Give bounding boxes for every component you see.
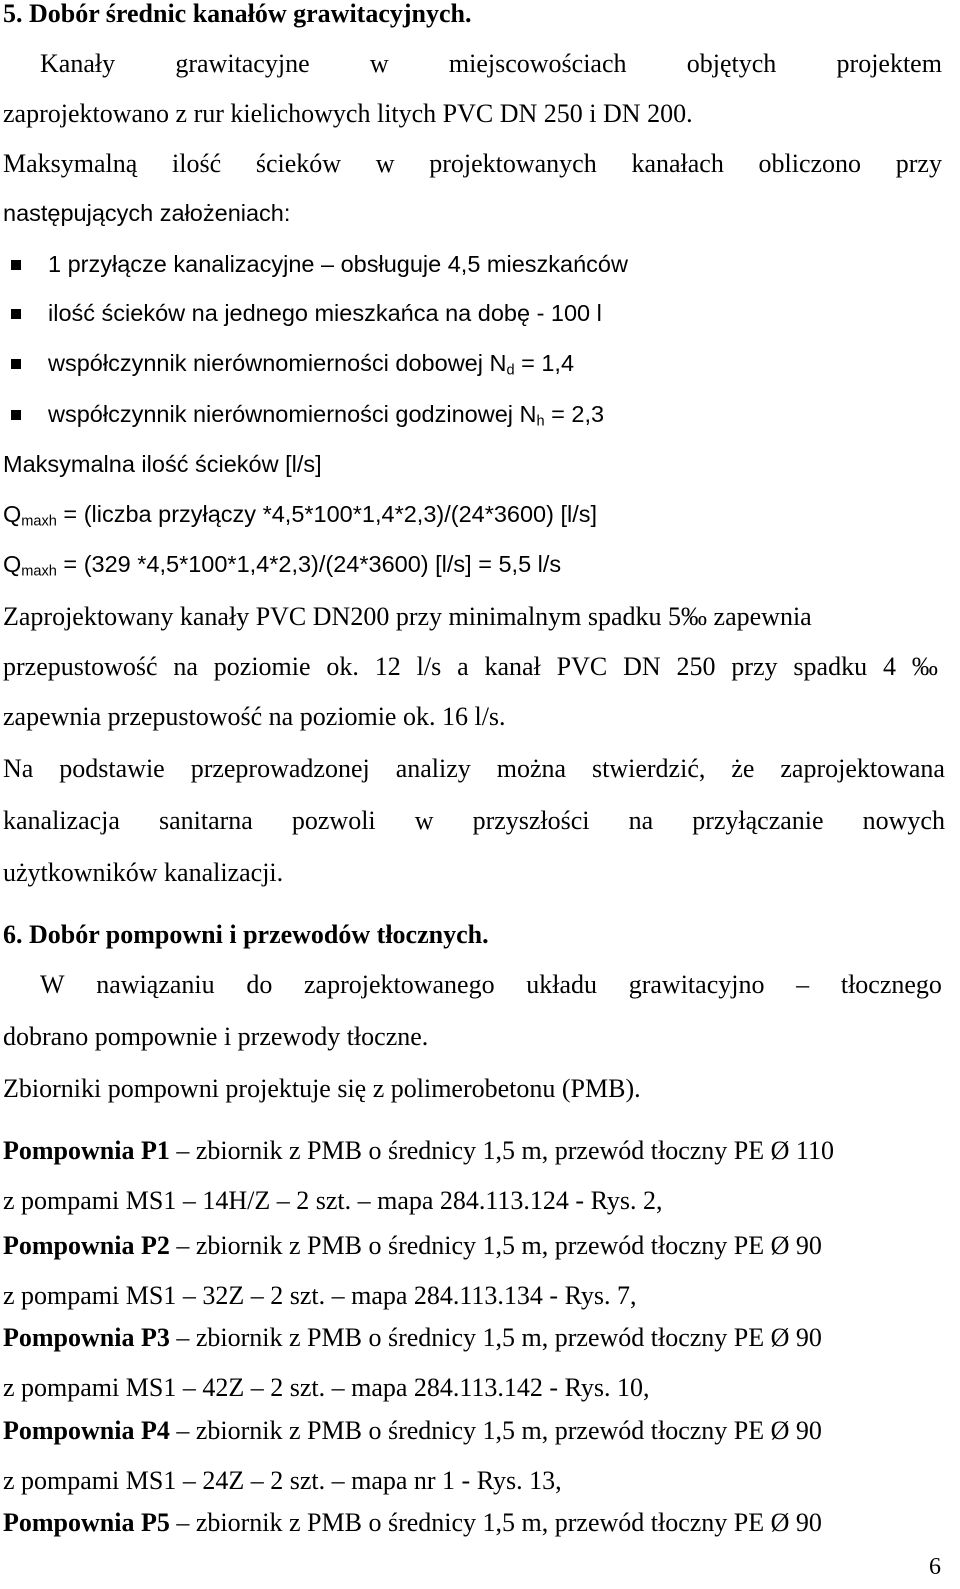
section5-para3-line3: zapewnia przepustowość na poziomie ok. 16 l/s.	[3, 702, 506, 731]
word: zaprojektowana	[780, 754, 945, 783]
text: = 2,3	[544, 401, 605, 427]
station-desc: – zbiornik z PMB o średnicy 1,5 m, przewód tłoczny PE Ø 90	[169, 1323, 822, 1352]
word: DN	[623, 652, 661, 681]
word: projektowanych	[429, 149, 597, 178]
word: grawitacyjno	[628, 970, 765, 999]
word: w	[369, 49, 389, 78]
word: na	[628, 806, 654, 835]
section6-heading: 6. Dobór pompowni i przewodów tłocznych.	[3, 920, 489, 949]
word: przyszłości	[472, 806, 590, 835]
square-bullet-icon	[11, 359, 21, 369]
word: nawiązaniu	[96, 970, 215, 999]
word: na	[173, 652, 198, 681]
word: objętych	[686, 49, 777, 78]
word: l/s	[416, 652, 442, 681]
square-bullet-icon	[11, 260, 21, 270]
word: przy	[731, 652, 778, 681]
station-p1-pumps: z pompami MS1 – 14H/Z – 2 szt. – mapa 284.113.124 - Rys. 2,	[3, 1186, 663, 1215]
text: = (liczba przyłączy *4,5*100*1,4*2,3)/(24*3600) [l/s]	[56, 501, 598, 527]
station-name: Pompownia P1	[3, 1136, 170, 1165]
station-desc: – zbiornik z PMB o średnicy 1,5 m, przewód tłoczny PE Ø 90	[169, 1508, 822, 1537]
word: przy	[895, 149, 942, 178]
station-desc: – zbiornik z PMB o średnicy 1,5 m, przewód tłoczny PE Ø 90	[169, 1231, 822, 1260]
section5-para4-line2	[3, 808, 945, 834]
station-p2	[3, 1233, 822, 1259]
word: projektem	[836, 49, 942, 78]
word: pozwoli	[291, 806, 376, 835]
word: W	[40, 970, 65, 999]
word: w	[375, 149, 395, 178]
word: spadku	[793, 652, 868, 681]
section5-para2-line1	[3, 151, 942, 177]
word: Na	[3, 754, 34, 783]
word: do	[246, 970, 273, 999]
section5-para4-line1	[3, 756, 945, 782]
station-p2-pumps: z pompami MS1 – 32Z – 2 szt. – mapa 284.113.134 - Rys. 7,	[3, 1281, 637, 1310]
word: w	[414, 806, 434, 835]
word: kanał	[484, 652, 541, 681]
word: ścieków	[255, 149, 342, 178]
word: sanitarna	[158, 806, 253, 835]
word: a	[457, 652, 469, 681]
word: –	[796, 970, 810, 999]
section5-para1-line2: zaprojektowano z rur kielichowych litych PVC DN 250 i DN 200.	[3, 99, 693, 128]
word: grawitacyjne	[175, 49, 310, 78]
word: można	[496, 754, 567, 783]
word: przeprowadzonej	[190, 754, 370, 783]
bullet-item-hourly-coefficient	[48, 403, 604, 429]
station-p4-pumps: z pompami MS1 – 24Z – 2 szt. – mapa nr 1 - Rys. 13,	[3, 1466, 562, 1495]
word: ‰	[911, 652, 938, 681]
section5-para3-line1: Zaprojektowany kanały PVC DN200 przy minimalnym spadku 5‰ zapewnia	[3, 602, 812, 631]
station-desc: – zbiornik z PMB o średnicy 1,5 m, przewód tłoczny PE Ø 90	[169, 1416, 822, 1445]
word: obliczono	[758, 149, 862, 178]
formula-general	[3, 503, 597, 529]
bullet-item-daily-coefficient	[48, 352, 574, 378]
page-number: 6	[929, 1554, 941, 1580]
subscript: d	[506, 362, 515, 379]
word: 250	[676, 652, 716, 681]
word: analizy	[395, 754, 471, 783]
text: współczynnik nierównomierności godzinowej N	[48, 401, 537, 427]
word: Maksymalną	[3, 149, 138, 178]
word: zaprojektowanego	[304, 970, 495, 999]
word: Kanały	[40, 49, 116, 78]
station-desc: – zbiornik z PMB o średnicy 1,5 m, przewód tłoczny PE Ø 110	[169, 1136, 834, 1165]
word: 12	[374, 652, 401, 681]
section6-para2: Zbiorniki pompowni projektuje się z polimerobetonu (PMB).	[3, 1074, 641, 1103]
station-p3-pumps: z pompami MS1 – 42Z – 2 szt. – mapa 284.113.142 - Rys. 10,	[3, 1373, 650, 1402]
section5-para4-line3: użytkowników kanalizacji.	[3, 858, 284, 887]
word: 4	[882, 652, 896, 681]
section6-para1-line1	[3, 972, 942, 998]
text: = 1,4	[514, 350, 575, 376]
formula-result	[3, 553, 561, 579]
word: miejscowościach	[448, 49, 627, 78]
word: ok.	[326, 652, 359, 681]
subscript: maxh	[21, 563, 57, 580]
word: układu	[526, 970, 598, 999]
word: stwierdzić,	[592, 754, 706, 783]
section5-para3-line2	[3, 654, 938, 680]
word: nowych	[862, 806, 945, 835]
max-sewage-label: Maksymalna ilość ścieków [l/s]	[3, 451, 322, 477]
station-name: Pompownia P4	[3, 1416, 170, 1445]
station-p1	[3, 1138, 834, 1164]
word: podstawie	[59, 754, 165, 783]
section5-heading: 5. Dobór średnic kanałów grawitacyjnych.	[3, 0, 472, 28]
section6-para1-line2: dobrano pompownie i przewody tłoczne.	[3, 1022, 429, 1051]
subscript: h	[536, 413, 545, 430]
word: przyłączanie	[692, 806, 824, 835]
section5-para2-line2: następujących założeniach:	[3, 200, 291, 226]
station-name: Pompownia P2	[3, 1231, 170, 1260]
text: współczynnik nierównomierności dobowej N	[48, 350, 507, 376]
text: Q	[3, 551, 22, 577]
section5-para1-line1	[3, 51, 942, 77]
station-p3	[3, 1325, 822, 1351]
text: Q	[3, 501, 22, 527]
station-name: Pompownia P3	[3, 1323, 170, 1352]
word: że	[731, 754, 755, 783]
square-bullet-icon	[11, 410, 21, 420]
bullet-item-sewage-per-person: ilość ścieków na jednego mieszkańca na dobę - 100 l	[48, 300, 602, 326]
station-name: Pompownia P5	[3, 1508, 170, 1537]
station-p5	[3, 1510, 822, 1536]
bullet-item-connection: 1 przyłącze kanalizacyjne – obsługuje 4,5 mieszkańców	[48, 251, 628, 277]
word: ilość	[172, 149, 222, 178]
word: tłocznego	[840, 970, 942, 999]
word: PVC	[556, 652, 608, 681]
square-bullet-icon	[11, 309, 21, 319]
word: kanałach	[631, 149, 724, 178]
text: = (329 *4,5*100*1,4*2,3)/(24*3600) [l/s] = 5,5 l/s	[56, 551, 562, 577]
station-p4	[3, 1418, 822, 1444]
subscript: maxh	[21, 513, 57, 530]
word: przepustowość	[3, 652, 158, 681]
word: kanalizacja	[3, 806, 120, 835]
word: poziomie	[213, 652, 311, 681]
